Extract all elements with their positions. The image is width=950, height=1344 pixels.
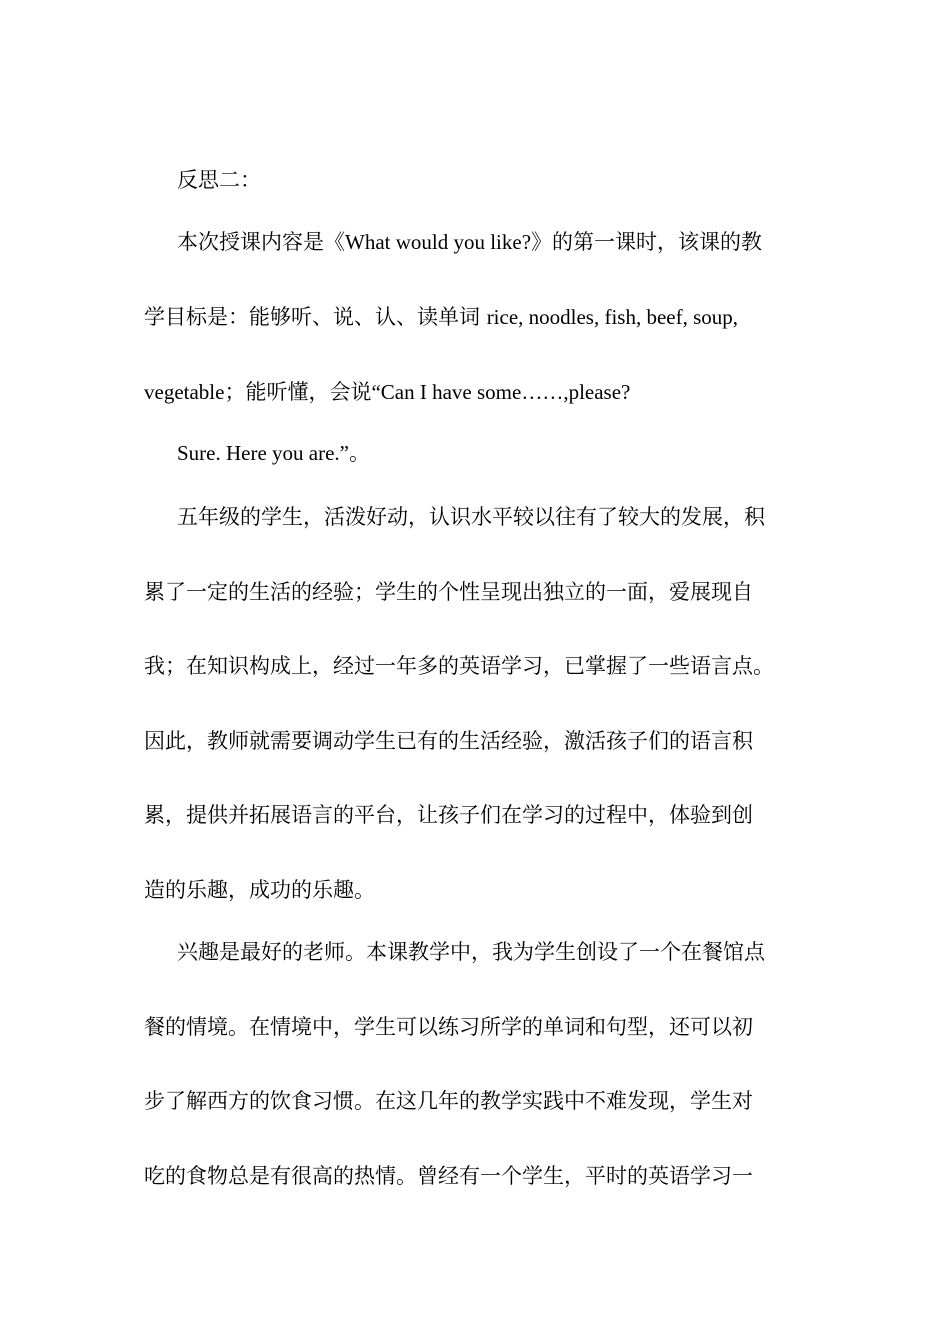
text-run: 学目标是：能够听、说、认、读单词: [144, 305, 487, 329]
english-run: “Can I have some……,please?: [371, 380, 631, 404]
english-run: What would you like?: [345, 230, 532, 254]
text-run: 。: [349, 441, 370, 465]
paragraph-3-line-2: 餐的情境。在情境中，学生可以练习所学的单词和句型，还可以初: [144, 1015, 753, 1039]
paragraph-1-line-1: [177, 227, 847, 257]
text-run: 》的第一课时，该课的教: [531, 230, 763, 254]
section-heading: 反思二：: [177, 168, 261, 192]
paragraph-2-line-6: 造的乐趣，成功的乐趣。: [144, 878, 375, 902]
english-run: rice, noodles, fish, beef, soup,: [486, 305, 739, 329]
paragraph-3-line-3: 步了解西方的饮食习惯。在这几年的教学实践中不难发现，学生对: [144, 1089, 753, 1113]
paragraph-2-line-4: 因此，教师就需要调动学生已有的生活经验，激活孩子们的语言积: [144, 729, 753, 753]
paragraph-1-line-2: [144, 302, 814, 332]
paragraph-2-line-1: 五年级的学生，活泼好动，认识水平较以往有了较大的发展，积: [177, 505, 765, 529]
paragraph-3-line-1: 兴趣是最好的老师。本课教学中，我为学生创设了一个在餐馆点: [177, 940, 765, 964]
paragraph-1-line-4: [177, 438, 847, 468]
english-run: Sure. Here you are.”: [177, 441, 349, 465]
text-run: ；能听懂，会说: [224, 380, 372, 404]
paragraph-2-line-3: 我；在知识构成上，经过一年多的英语学习，已掌握了一些语言点。: [144, 654, 774, 678]
paragraph-1-line-3: [144, 377, 814, 407]
paragraph-3-line-4: 吃的食物总是有很高的热情。曾经有一个学生，平时的英语学习一: [144, 1164, 753, 1188]
text-run: 本次授课内容是《: [177, 230, 345, 254]
english-run: vegetable: [144, 380, 225, 404]
paragraph-2-line-2: 累了一定的生活的经验；学生的个性呈现出独立的一面，爱展现自: [144, 580, 753, 604]
paragraph-2-line-5: 累，提供并拓展语言的平台，让孩子们在学习的过程中，体验到创: [144, 803, 753, 827]
